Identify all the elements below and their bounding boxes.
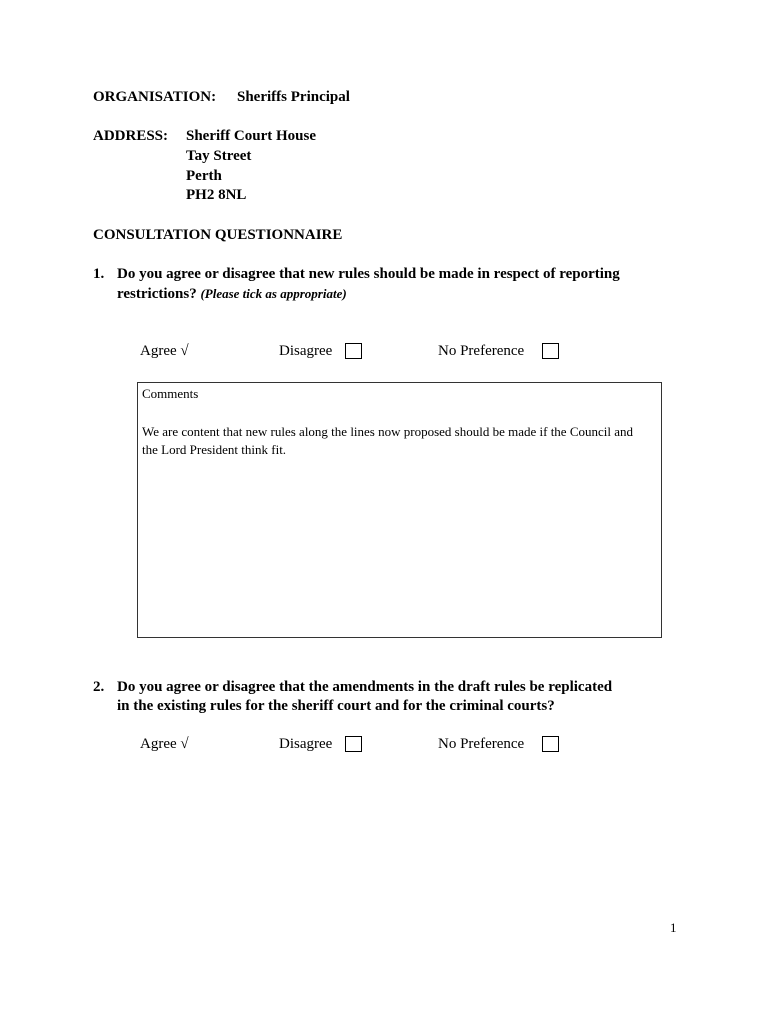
q2-disagree-label: Disagree bbox=[279, 736, 333, 752]
q2-disagree-checkbox[interactable] bbox=[345, 736, 362, 752]
question-2-text: Do you agree or disagree that the amendments in the draft rules be replicated bbox=[117, 679, 613, 695]
address-line: PH2 8NL bbox=[186, 187, 247, 203]
q2-no-preference-label: No Preference bbox=[438, 736, 525, 752]
question-2-text-line2: in the existing rules for the sheriff court and for the criminal courts? bbox=[117, 698, 555, 714]
page-number: 1 bbox=[670, 920, 677, 935]
comments-title: Comments bbox=[142, 386, 199, 401]
question-1-note: (Please tick as appropriate) bbox=[200, 286, 347, 301]
question-2-number: 2. bbox=[93, 679, 105, 695]
comments-box[interactable] bbox=[137, 382, 662, 638]
question-1-text-cont: restrictions? bbox=[117, 286, 197, 302]
comments-text: We are content that new rules along the lines now proposed should be made if the Council and the Lord President think fit. bbox=[142, 424, 634, 457]
organisation-value: Sheriffs Principal bbox=[237, 89, 350, 105]
q1-no-preference-label: No Preference bbox=[438, 343, 525, 359]
q1-disagree-label: Disagree bbox=[279, 343, 333, 359]
address-line: Sheriff Court House bbox=[186, 128, 316, 144]
q2-agree-option[interactable]: Agree √ bbox=[140, 736, 189, 752]
q1-agree-option[interactable]: Agree √ bbox=[140, 343, 189, 359]
q1-disagree-checkbox[interactable] bbox=[345, 343, 362, 359]
q2-no-preference-checkbox[interactable] bbox=[542, 736, 559, 752]
question-1-text: Do you agree or disagree that new rules should be made in respect of reporting bbox=[117, 266, 620, 282]
question-1-number: 1. bbox=[93, 266, 105, 282]
organisation-label: ORGANISATION: bbox=[93, 89, 217, 105]
q1-no-preference-checkbox[interactable] bbox=[542, 343, 559, 359]
address-line: Perth bbox=[186, 168, 222, 184]
address-line: Tay Street bbox=[186, 148, 252, 164]
question-1-text-line2 bbox=[117, 286, 347, 303]
address-label: ADDRESS: bbox=[93, 128, 169, 144]
questionnaire-heading: CONSULTATION QUESTIONNAIRE bbox=[93, 227, 343, 243]
